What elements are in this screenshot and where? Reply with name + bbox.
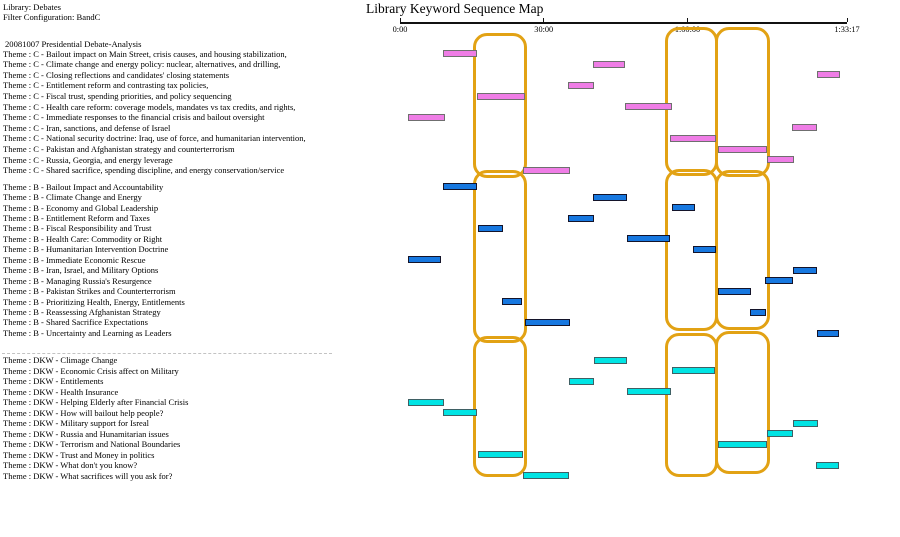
theme-list-item: Theme : B - Pakistan Strikes and Counterterrorism (3, 286, 176, 297)
keyword-segment-bar[interactable] (443, 409, 477, 416)
library-label: Library: Debates (3, 2, 61, 12)
theme-list-item: Theme : B - Health Care: Commodity or Right (3, 233, 163, 244)
theme-list-item: Theme : B - Immediate Economic Rescue (3, 254, 146, 265)
keyword-segment-bar[interactable] (767, 156, 794, 163)
keyword-segment-bar[interactable] (670, 135, 716, 142)
keyword-segment-bar[interactable] (816, 462, 839, 469)
theme-list-item: Theme : C - Closing reflections and candidates' closing statements (3, 69, 230, 80)
theme-list-item: Theme : B - Iran, Israel, and Military Options (3, 265, 159, 276)
keyword-segment-bar[interactable] (593, 61, 625, 68)
keyword-segment-bar[interactable] (718, 441, 767, 448)
section-separator (2, 353, 332, 354)
keyword-segment-bar[interactable] (627, 235, 670, 242)
selection-highlight (473, 170, 527, 343)
keyword-segment-bar[interactable] (625, 103, 672, 110)
keyword-segment-bar[interactable] (477, 93, 525, 100)
keyword-segment-bar[interactable] (569, 378, 594, 385)
axis-tick (543, 18, 544, 22)
axis-tick-label: 30:00 (534, 25, 554, 34)
keyword-segment-bar[interactable] (408, 114, 445, 121)
keyword-segment-bar[interactable] (568, 215, 594, 222)
selection-highlight (715, 170, 770, 330)
theme-list-item: Theme : C - Health care reform: coverage models, mandates vs tax credits, and rights, (3, 101, 296, 112)
theme-list-item: Theme : B - Humanitarian Intervention Doctrine (3, 244, 169, 255)
theme-list-item: Theme : B - Economy and Global Leadership (3, 202, 159, 213)
document-title: 20081007 Presidential Debate-Analysis (5, 39, 142, 49)
axis-tick-label: 0:00 (392, 25, 408, 34)
theme-list-item: Theme : DKW - Entitlements (3, 376, 104, 387)
theme-list-item: Theme : DKW - Economic Crisis affect on Military (3, 365, 179, 376)
keyword-segment-bar[interactable] (478, 225, 503, 232)
theme-list-item: Theme : C - Fiscal trust, spending priorities, and policy sequencing (3, 91, 232, 101)
keyword-segment-bar[interactable] (693, 246, 717, 253)
theme-list-item: Theme : DKW - Health Insurance (3, 386, 119, 397)
keyword-segment-bar[interactable] (672, 204, 695, 211)
keyword-segment-bar[interactable] (793, 420, 818, 427)
selection-highlight (665, 333, 718, 477)
selection-highlight (715, 331, 770, 474)
theme-list-item: Theme : C - Pakistan and Afghanistan strategy and counterterrorism (3, 144, 235, 154)
selection-highlight (715, 27, 770, 177)
selection-highlight (473, 33, 527, 178)
theme-list-item: Theme : DKW - Military support for Isreal (3, 418, 149, 429)
theme-list-item: Theme : B - Managing Russia's Resurgence (3, 275, 152, 286)
theme-list-item: Theme : C - Entitlement reform and contrasting tax policies, (3, 80, 209, 91)
theme-list-item: Theme : DKW - What don't you know? (3, 460, 138, 471)
theme-list-item: Theme : DKW - What sacrifices will you ask for? (3, 470, 173, 481)
keyword-segment-bar[interactable] (792, 124, 817, 131)
keyword-segment-bar[interactable] (593, 194, 627, 201)
theme-list-item: Theme : B - Fiscal Responsibility and Trust (3, 223, 152, 234)
keyword-segment-bar[interactable] (523, 472, 569, 479)
axis-tick (847, 18, 848, 22)
filter-config-label: Filter Configuration: BandC (3, 12, 101, 22)
theme-list-item: Theme : B - Prioritizing Health, Energy, Entitlements (3, 296, 185, 307)
keyword-segment-bar[interactable] (718, 288, 751, 295)
axis-tick-label: 1:33:17 (834, 25, 860, 34)
keyword-segment-bar[interactable] (627, 388, 671, 395)
theme-list-item: Theme : DKW - How will bailout help people? (3, 407, 164, 418)
theme-list-item: Theme : B - Shared Sacrifice Expectations (3, 317, 148, 328)
theme-list-item: Theme : B - Bailout Impact and Accountability (3, 181, 164, 192)
keyword-segment-bar[interactable] (568, 82, 594, 89)
keyword-segment-bar[interactable] (408, 256, 441, 263)
axis-tick-label: 1:00:00 (674, 25, 701, 34)
keyword-segment-bar[interactable] (443, 50, 477, 57)
theme-list-item: Theme : C - Iran, sanctions, and defense of Israel (3, 122, 171, 133)
keyword-segment-bar[interactable] (478, 451, 523, 458)
theme-list-item: Theme : C - Immediate responses to the financial crisis and bailout oversight (3, 112, 265, 123)
theme-list-item: Theme : DKW - Terrorism and National Boundaries (3, 439, 181, 450)
theme-list-item: Theme : DKW - Russia and Hunamitarian issues (3, 428, 169, 439)
keyword-segment-bar[interactable] (817, 71, 840, 78)
theme-list-item: Theme : B - Uncertainty and Learning as Leaders (3, 327, 172, 338)
selection-highlight (665, 27, 718, 176)
theme-list-item: Theme : B - Climate Change and Energy (3, 192, 142, 203)
theme-list-item: Theme : C - Shared sacrifice, spending discipline, and energy conservation/service (3, 165, 285, 176)
keyword-segment-bar[interactable] (672, 367, 715, 374)
keyword-segment-bar[interactable] (443, 183, 477, 190)
theme-list-item: Theme : C - Climate change and energy policy: nuclear, alternatives, and drilling, (3, 59, 281, 70)
theme-list-item: Theme : B - Entitlement Reform and Taxes (3, 212, 150, 223)
keyword-segment-bar[interactable] (408, 399, 444, 406)
chart-title: Library Keyword Sequence Map (366, 1, 544, 16)
keyword-segment-bar[interactable] (523, 167, 570, 174)
theme-list-item: Theme : DKW - Climage Change (3, 355, 118, 366)
keyword-segment-bar[interactable] (718, 146, 767, 153)
keyword-segment-bar[interactable] (793, 267, 817, 274)
keyword-segment-bar[interactable] (594, 357, 627, 364)
keyword-segment-bar[interactable] (767, 430, 793, 437)
theme-list-item: Theme : C - Russia, Georgia, and energy leverage (3, 154, 173, 165)
axis-tick (687, 18, 688, 22)
keyword-segment-bar[interactable] (765, 277, 793, 284)
theme-list-item: Theme : DKW - Trust and Money in politics (3, 449, 155, 460)
time-axis-line (400, 22, 847, 24)
theme-list-item: Theme : C - National security doctrine: Iraq, use of force, and humanitarian intervention, (3, 133, 306, 144)
theme-list-item: Theme : B - Reassessing Afghanistan Strategy (3, 307, 161, 317)
keyword-segment-bar[interactable] (750, 309, 766, 316)
keyword-segment-bar[interactable] (502, 298, 522, 305)
theme-list-item: Theme : DKW - Helping Elderly after Financial Crisis (3, 397, 189, 408)
axis-tick (400, 18, 401, 22)
keyword-segment-bar[interactable] (525, 319, 570, 326)
theme-list-item: Theme : C - Bailout impact on Main Street, crisis causes, and housing stabilization, (3, 48, 287, 59)
keyword-segment-bar[interactable] (817, 330, 839, 337)
